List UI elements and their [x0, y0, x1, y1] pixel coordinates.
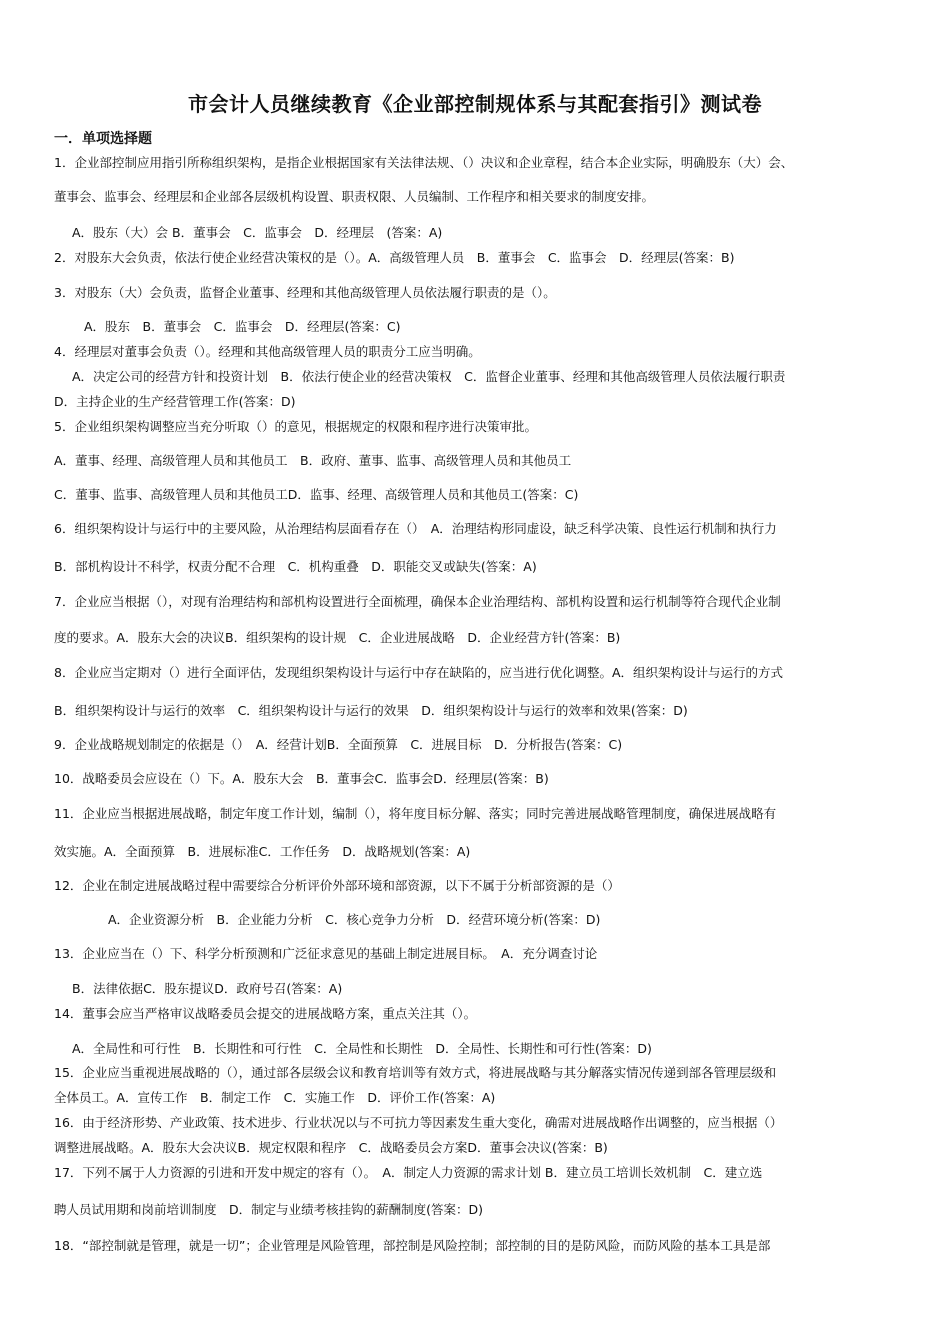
- question-line: 效实施。A．全面预算 B．进展标准C．工作任务 D．战略规划(答案：A): [54, 844, 471, 859]
- question-line: 11．企业应当根据进展战略，制定年度工作计划，编制（），将年度目标分解、落实；同时完善进展战略管理制度，确保进展战略有: [54, 806, 777, 821]
- question-line: 16．由于经济形势、产业政策、技术进步、行业状况以与不可抗力等因素发生重大变化，确需对进展战略作出调整的，应当根据（）: [54, 1115, 783, 1130]
- question-line: 董事会、监事会、经理层和企业部各层级机构设置、职责权限、人员编制、工作程序和相关要求的制度安排。: [54, 189, 655, 204]
- question-line: 18．“部控制就是管理，就是一切”；企业管理是风险管理，部控制是风险控制；部控制的目的是防风险，而防风险的基本工具是部: [54, 1238, 771, 1253]
- question-line: 4．经理层对董事会负责（）。经理和其他高级管理人员的职责分工应当明确。: [54, 344, 481, 359]
- answer-options: A．全局性和可行性 B．长期性和可行性 C．全局性和长期性 D．全局性、长期性和可行性(答案：D): [72, 1041, 652, 1056]
- question-line: 聘人员试用期和岗前培训制度 D．制定与业绩考核挂钩的薪酬制度(答案：D): [54, 1202, 484, 1217]
- question-line: 13．企业应当在（）下、科学分析预测和广泛征求意见的基础上制定进展目标。 A．充分调查讨论: [54, 946, 598, 961]
- question-line: 调整进展战略。A．股东大会决议B．规定权限和程序 C．战略委员会方案D．董事会决议(答案：B): [54, 1140, 608, 1155]
- question-line: 12．企业在制定进展战略过程中需要综合分析评价外部环境和部资源，以下不属于分析部资源的是（）: [54, 878, 620, 893]
- answer-options: B．法律依据C．股东提议D．政府号召(答案：A): [72, 981, 343, 996]
- question-line: 5．企业组织架构调整应当充分听取（）的意见，根据规定的权限和程序进行决策审批。: [54, 419, 537, 434]
- question-line: 度的要求。A．股东大会的决议B．组织架构的设计规 C．企业进展战略 D．企业经营方针(答案：B): [54, 630, 621, 645]
- question-line: 2．对股东大会负责，依法行使企业经营决策权的是（）。A．高级管理人员 B．董事会 C．监事会 D．经理层(答案：B): [54, 250, 735, 265]
- answer-options: C．董事、监事、高级管理人员和其他员工D．监事、经理、高级管理人员和其他员工(答案：C): [54, 487, 579, 502]
- question-line: 3．对股东（大）会负责，监督企业董事、经理和其他高级管理人员依法履行职责的是（）。: [54, 285, 556, 300]
- question-line: 6．组织架构设计与运行中的主要风险，从治理结构层面看存在（） A．治理结构形同虚设，缺乏科学决策、良性运行机制和执行力: [54, 521, 777, 536]
- question-line: 17．下列不属于人力资源的引进和开发中规定的容有（）。 A．制定人力资源的需求计划 B．建立员工培训长效机制 C．建立选: [54, 1165, 763, 1180]
- question-line: 9．企业战略规划制定的依据是（） A．经营计划B．全面预算 C．进展目标 D．分析报告(答案：C): [54, 737, 623, 752]
- answer-options: B．组织架构设计与运行的效率 C．组织架构设计与运行的效果 D．组织架构设计与运行的效率和效果(答案：D): [54, 703, 688, 718]
- answer-options: A．决定公司的经营方针和投资计划 B．依法行使企业的经营决策权 C．监督企业董事、经理和其他高级管理人员依法履行职责: [72, 369, 786, 384]
- page-title: 市会计人员继续教育《企业部控制规体系与其配套指引》测试卷: [188, 92, 762, 116]
- answer-options: A．董事、经理、高级管理人员和其他员工 B．政府、董事、监事、高级管理人员和其他员工: [54, 453, 572, 468]
- question-line: 14．董事会应当严格审议战略委员会提交的进展战略方案，重点关注其（）。: [54, 1006, 477, 1021]
- answer-options: A．股东 B．董事会 C．监事会 D．经理层(答案：C): [84, 319, 401, 334]
- answer-options: A．企业资源分析 B．企业能力分析 C．核心竞争力分析 D．经营环境分析(答案：D): [108, 912, 601, 927]
- answer-options: D．主持企业的生产经营管理工作(答案：D): [54, 394, 296, 409]
- question-line: 全体员工。A．宣传工作 B．制定工作 C．实施工作 D．评价工作(答案：A): [54, 1090, 496, 1105]
- question-line: 10．战略委员会应设在（）下。A．股东大会 B．董事会C．监事会D．经理层(答案：B): [54, 771, 549, 786]
- answer-options: B．部机构设计不科学，权责分配不合理 C．机构重叠 D．职能交叉或缺失(答案：A): [54, 559, 537, 574]
- section-heading: 一．单项选择题: [54, 131, 152, 147]
- question-line: 15．企业应当重视进展战略的（），通过部各层级会议和教育培训等有效方式，将进展战略与其分解落实情况传递到部各管理层级和: [54, 1065, 777, 1080]
- question-line: 1．企业部控制应用指引所称组织架构，是指企业根据国家有关法律法规、（）决议和企业章程，结合本企业实际，明确股东（大）会、: [54, 155, 794, 170]
- answer-options: A．股东（大）会 B．董事会 C．监事会 D．经理层 (答案：A): [72, 225, 443, 240]
- question-line: 7．企业应当根据（），对现有治理结构和部机构设置进行全面梳理，确保本企业治理结构、部机构设置和运行机制等符合现代企业制: [54, 594, 781, 609]
- question-line: 8．企业应当定期对（）进行全面评估，发现组织架构设计与运行中存在缺陷的，应当进行优化调整。A．组织架构设计与运行的方式: [54, 665, 784, 680]
